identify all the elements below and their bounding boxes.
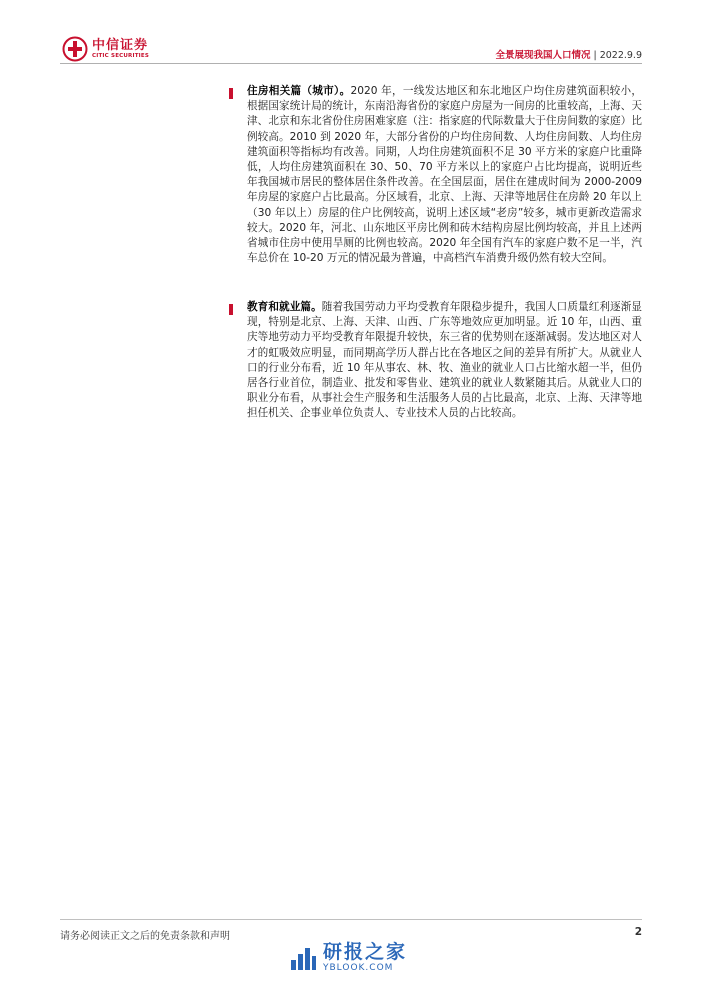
logo-english-name: CITIC SECURITIES: [92, 52, 150, 59]
logo-chinese-name: 中信证券: [92, 37, 149, 53]
section-body: 2020 年，一线发达地区和东北地区户均住房建筑面积较小，根据国家统计局的统计，东南沿海省份的家庭户房屋为一间房的比重较高，上海、天津、北京和东北省份住房困难家庭（注：指家庭的代际数量大于住房间数的家庭）比例较高。2010 到 2020 年，大部分省份的户均住房间数、人均住房间数、人均住房建筑面积等指标均有改善。同期，人均住房建筑面积不足 30 平方米的家庭户比重降低，人均住房建筑面积在 30、50、70 平方米以上的家庭户占比均提高，说明近些年我国城市居民的整体居住条件改善。在全国层面，居住在建成时间为 2000-2009 年房屋的家庭户占比最高。分区域看，北京、上海、天津等地居住在房龄 20 年以上（30 年以上）房屋的住户比例较高，说明上述区域“老房”较多，城市更新改造需求较大。2020 年，河北、山东地区平房比例和砖木结构房屋比例均较高，并且上述两省城市住房中使用旱厕的比例也较高。2020 年全国有汽车的家庭户数不足一半，汽车总价在 10-20 万元的情况最为普遍，中高档汽车消费升级仍然有较大空间。: [247, 85, 642, 265]
citic-logo-icon: [62, 36, 88, 62]
watermark-url: YBLOOK.COM: [323, 963, 394, 973]
section-education-employment: [247, 300, 642, 422]
page-number: 2: [634, 926, 642, 938]
citic-logo: [62, 36, 149, 62]
report-header-info: [495, 47, 642, 61]
watermark-name: 研报之家: [323, 941, 408, 963]
header-separator: |: [593, 50, 597, 61]
section-heading: 住房相关篇（城市）。: [247, 85, 351, 97]
header-divider: [60, 63, 642, 64]
footer-divider: [60, 919, 642, 920]
report-title: 全景展现我国人口情况: [495, 50, 591, 61]
section-marker: [229, 88, 233, 99]
report-date: 2022.9.9: [599, 50, 642, 61]
section-housing: [247, 84, 642, 266]
watermark: [289, 942, 407, 973]
section-heading: 教育和就业篇。: [247, 301, 322, 313]
bar-chart-icon: [289, 944, 317, 972]
disclaimer-text: 请务必阅读正文之后的免责条款和声明: [60, 931, 230, 942]
page-header: [0, 0, 702, 72]
section-body: 随着我国劳动力平均受教育年限稳步提升，我国人口质量红利逐渐显现，特别是北京、上海、天津、山西、广东等地效应更加明显。近 10 年，山西、重庆等地劳动力平均受教育年限提升较快，东三省的优势则在逐渐减弱。发达地区对人才的虹吸效应明显，而同期高学历人群占比在各地区之间的差异有所扩大。从就业人口的行业分布看，近 10 年从事农、林、牧、渔业的就业人口占比缩水超一半，但仍居各行业首位，制造业、批发和零售业、建筑业的就业人数紧随其后。从就业人口的职业分布看，从事社会生产服务和生活服务人员的占比最高，北京、上海、天津等地担任机关、企事业单位负责人、专业技术人员的占比较高。: [247, 301, 643, 420]
section-marker: [229, 304, 233, 315]
